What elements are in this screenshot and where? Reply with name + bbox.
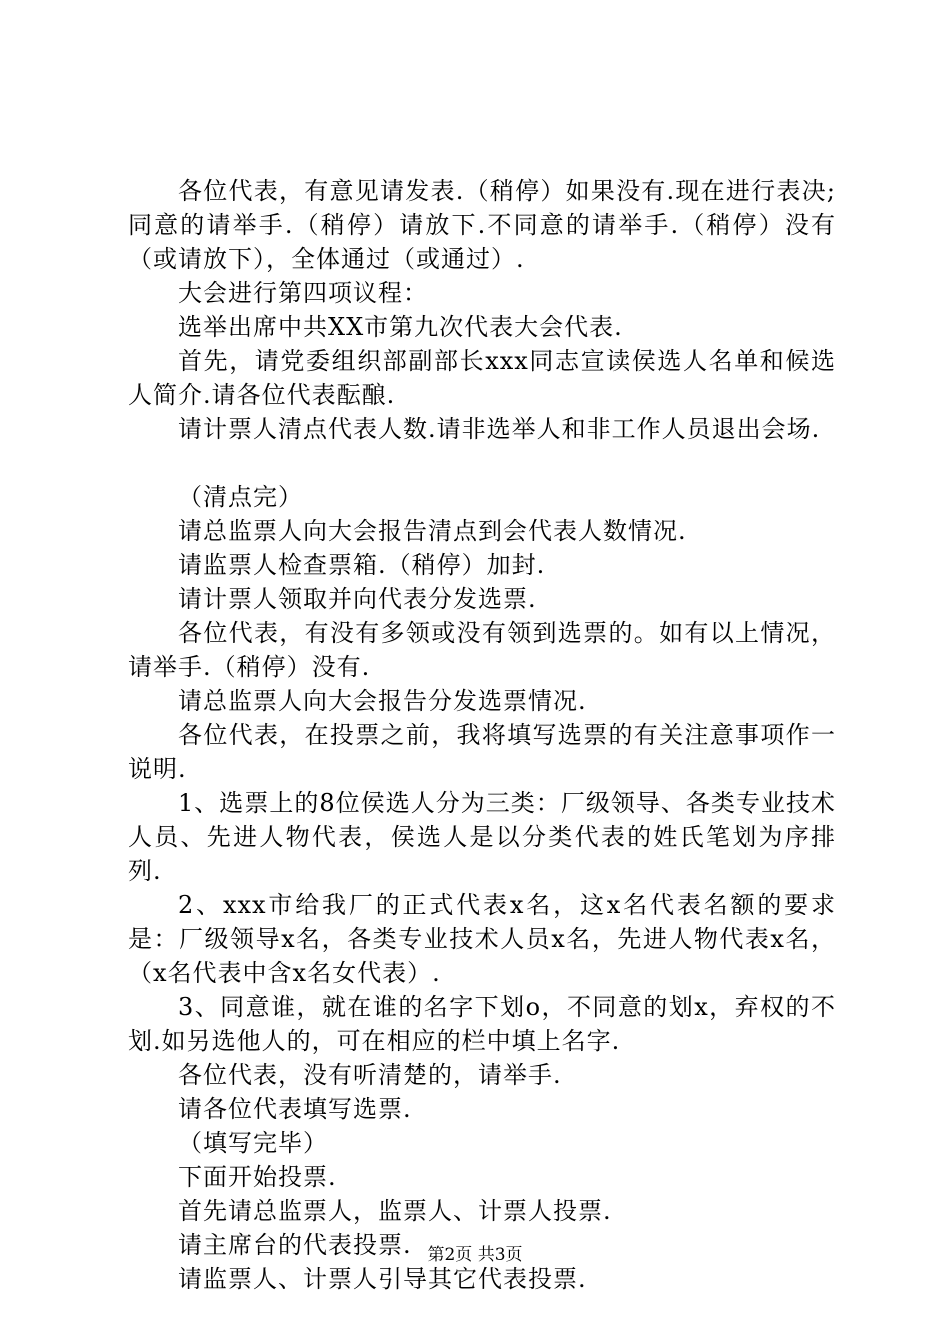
- paragraph: 1、选票上的8位侯选人分为三类：厂级领导、各类专业技术人员、先进人物代表，侯选人是以分类代表的姓氏笔划为序排列.: [128, 789, 836, 885]
- paragraph: 选举出席中共XX市第九次代表大会代表.: [178, 313, 623, 341]
- paragraph: 请计票人清点代表人数.请非选举人和非工作人员退出会场.: [178, 415, 821, 443]
- paragraph: 各位代表，没有听清楚的，请举手.: [178, 1061, 562, 1089]
- paragraph: 请计票人领取并向代表分发选票.: [178, 585, 537, 613]
- blank-line: [128, 446, 836, 480]
- paragraph: 首先请总监票人，监票人、计票人投票.: [178, 1197, 612, 1225]
- paragraph: 各位代表，有没有多领或没有领到选票的。如有以上情况，请举手.（稍停）没有.: [128, 619, 836, 681]
- paragraph: 请监票人检查票箱.（稍停）加封.: [178, 551, 546, 579]
- paragraph: 各位代表，有意见请发表.（稍停）如果没有.现在进行表决;同意的请举手.（稍停）请放下.不同意的请举手.（稍停）没有（或请放下），全体通过（或通过）.: [128, 177, 836, 273]
- paragraph: 首先，请党委组织部副部长xxx同志宣读侯选人名单和候选人简介.请各位代表酝酿.: [128, 347, 836, 409]
- paragraph: 请总监票人向大会报告分发选票情况.: [178, 687, 587, 715]
- paragraph: 请总监票人向大会报告清点到会代表人数情况.: [178, 517, 687, 545]
- page-number-footer: 第2页 共3页: [427, 1245, 523, 1265]
- paragraph: 大会进行第四项议程：: [178, 279, 428, 307]
- paragraph: 下面开始投票.: [178, 1163, 337, 1191]
- paragraph: 请监票人、计票人引导其它代表投票.: [178, 1265, 587, 1293]
- paragraph: （填写完毕）: [178, 1129, 328, 1157]
- paragraph: 3、同意谁，就在谁的名字下划o，不同意的划x，弃权的不划.如另选他人的，可在相应的栏中填上名字.: [128, 993, 836, 1055]
- paragraph: 各位代表，在投票之前，我将填写选票的有关注意事项作一说明.: [128, 721, 836, 783]
- paragraph: 请主席台的代表投票.: [178, 1231, 412, 1259]
- document-body: [128, 174, 836, 1296]
- paragraph: （清点完）: [178, 483, 303, 511]
- paragraph: 请各位代表填写选票.: [178, 1095, 412, 1123]
- paragraph: 2、xxx市给我厂的正式代表x名，这x名代表名额的要求是：厂级领导x名，各类专业技术人员x名，先进人物代表x名，（x名代表中含x名女代表）.: [128, 891, 836, 987]
